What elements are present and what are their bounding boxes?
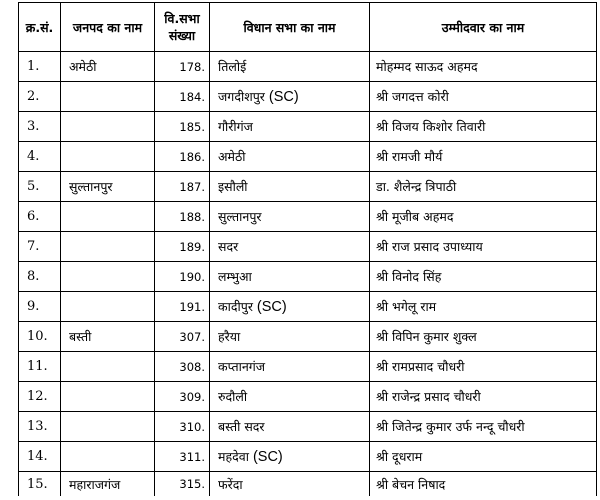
- district-cell: [61, 202, 155, 232]
- constituency-cell: [210, 112, 370, 142]
- serial-number-cell: 1.: [19, 52, 61, 82]
- district-cell: बस्ती: [61, 322, 155, 352]
- constituency-cell: [210, 292, 370, 322]
- constituency-name: सदर: [218, 239, 239, 254]
- serial-number-cell: 11.: [19, 352, 61, 382]
- candidate-cell: श्री विपिन कुमार शुक्ल: [370, 322, 597, 352]
- assembly-number-cell: 307.: [155, 322, 210, 352]
- table-row: [19, 292, 597, 322]
- district-cell: [61, 262, 155, 292]
- candidate-cell: श्री विनोद सिंह: [370, 262, 597, 292]
- constituency-name: तिलोई: [218, 59, 247, 74]
- candidates-table: [18, 2, 597, 496]
- constituency-cell: [210, 202, 370, 232]
- table-row: [19, 52, 597, 82]
- serial-number-cell: 2.: [19, 82, 61, 112]
- assembly-number-cell: 186.: [155, 142, 210, 172]
- candidate-cell: डा. शैलेन्द्र त्रिपाठी: [370, 172, 597, 202]
- constituency-name: लम्भुआ: [218, 269, 252, 284]
- table-row: [19, 232, 597, 262]
- serial-number-cell: 8.: [19, 262, 61, 292]
- reserved-sc-tag: (SC): [256, 299, 287, 315]
- table-row: [19, 412, 597, 442]
- header-candidate: उम्मीदवार का नाम: [370, 3, 597, 52]
- candidate-cell: श्री रामप्रसाद चौधरी: [370, 352, 597, 382]
- header-sno: क्र.सं.: [19, 3, 61, 52]
- header-row: [19, 3, 597, 52]
- district-cell: अमेठी: [61, 52, 155, 82]
- header-district: जनपद का नाम: [61, 3, 155, 52]
- assembly-number-cell: 178.: [155, 52, 210, 82]
- constituency-name: बस्ती सदर: [218, 419, 265, 434]
- assembly-number-cell: 190.: [155, 262, 210, 292]
- constituency-name: अमेठी: [218, 149, 246, 164]
- candidate-cell: श्री विजय किशोर तिवारी: [370, 112, 597, 142]
- assembly-number-cell: 185.: [155, 112, 210, 142]
- district-cell: [61, 292, 155, 322]
- assembly-number-cell: 187.: [155, 172, 210, 202]
- constituency-name: इसौली: [218, 179, 248, 194]
- assembly-number-cell: 315.: [155, 472, 210, 497]
- serial-number-cell: 14.: [19, 442, 61, 472]
- table-row: [19, 322, 597, 352]
- constituency-cell: [210, 412, 370, 442]
- assembly-number-cell: 309.: [155, 382, 210, 412]
- district-cell: सुल्तानपुर: [61, 172, 155, 202]
- assembly-number-cell: 184.: [155, 82, 210, 112]
- constituency-cell: [210, 382, 370, 412]
- serial-number-cell: 3.: [19, 112, 61, 142]
- constituency-cell: [210, 142, 370, 172]
- candidate-cell: श्री रामजी मौर्य: [370, 142, 597, 172]
- constituency-name: रुदौली: [218, 389, 248, 404]
- district-cell: [61, 112, 155, 142]
- table-body: [19, 52, 597, 497]
- constituency-name: सुल्तानपुर: [218, 209, 262, 224]
- table-row: [19, 172, 597, 202]
- constituency-cell: [210, 322, 370, 352]
- assembly-number-cell: 189.: [155, 232, 210, 262]
- candidate-cell: श्री जितेन्द्र कुमार उर्फ नन्दू चौधरी: [370, 412, 597, 442]
- constituency-name: जगदीशपुर: [218, 89, 265, 104]
- candidate-cell: श्री दूधराम: [370, 442, 597, 472]
- reserved-sc-tag: (SC): [268, 89, 299, 105]
- constituency-cell: [210, 262, 370, 292]
- constituency-cell: [210, 52, 370, 82]
- serial-number-cell: 7.: [19, 232, 61, 262]
- constituency-name: महदेवा: [218, 449, 249, 464]
- serial-number-cell: 4.: [19, 142, 61, 172]
- constituency-cell: [210, 82, 370, 112]
- constituency-cell: [210, 442, 370, 472]
- candidate-cell: श्री राजेन्द्र प्रसाद चौधरी: [370, 382, 597, 412]
- table-row: [19, 262, 597, 292]
- candidate-cell: श्री राज प्रसाद उपाध्याय: [370, 232, 597, 262]
- district-cell: [61, 412, 155, 442]
- table-row: [19, 202, 597, 232]
- table-row: [19, 472, 597, 497]
- constituency-cell: [210, 472, 370, 497]
- header-constituency: विधान सभा का नाम: [210, 3, 370, 52]
- constituency-name: कादीपुर: [218, 299, 253, 314]
- table-row: [19, 142, 597, 172]
- serial-number-cell: 10.: [19, 322, 61, 352]
- serial-number-cell: 13.: [19, 412, 61, 442]
- serial-number-cell: 5.: [19, 172, 61, 202]
- constituency-name: कप्तानगंज: [218, 359, 266, 374]
- table-row: [19, 112, 597, 142]
- district-cell: [61, 442, 155, 472]
- serial-number-cell: 9.: [19, 292, 61, 322]
- constituency-name: हरैया: [218, 329, 241, 344]
- candidate-cell: श्री मूजीब अहमद: [370, 202, 597, 232]
- district-cell: [61, 232, 155, 262]
- constituency-name: फरेंदा: [218, 476, 243, 492]
- table-row: [19, 382, 597, 412]
- constituency-name: गौरीगंज: [218, 119, 253, 134]
- constituency-cell: [210, 172, 370, 202]
- candidate-cell: श्री जगदत्त कोरी: [370, 82, 597, 112]
- district-cell: महाराजगंज: [61, 472, 155, 497]
- assembly-number-cell: 191.: [155, 292, 210, 322]
- district-cell: [61, 382, 155, 412]
- constituency-cell: [210, 232, 370, 262]
- serial-number-cell: 6.: [19, 202, 61, 232]
- district-cell: [61, 142, 155, 172]
- district-cell: [61, 82, 155, 112]
- serial-number-cell: 12.: [19, 382, 61, 412]
- serial-number-cell: 15.: [19, 472, 61, 497]
- table-row: [19, 352, 597, 382]
- constituency-cell: [210, 352, 370, 382]
- assembly-number-cell: 188.: [155, 202, 210, 232]
- assembly-number-cell: 308.: [155, 352, 210, 382]
- table-row: [19, 442, 597, 472]
- district-cell: [61, 352, 155, 382]
- candidate-cell: मोहम्मद साऊद अहमद: [370, 52, 597, 82]
- assembly-number-cell: 311.: [155, 442, 210, 472]
- candidate-cell: श्री भगेलू राम: [370, 292, 597, 322]
- assembly-number-cell: 310.: [155, 412, 210, 442]
- header-ac-no: वि.सभा संख्या: [155, 3, 210, 52]
- table-row: [19, 82, 597, 112]
- reserved-sc-tag: (SC): [252, 449, 283, 465]
- candidate-cell: श्री बेचन निषाद: [370, 472, 597, 497]
